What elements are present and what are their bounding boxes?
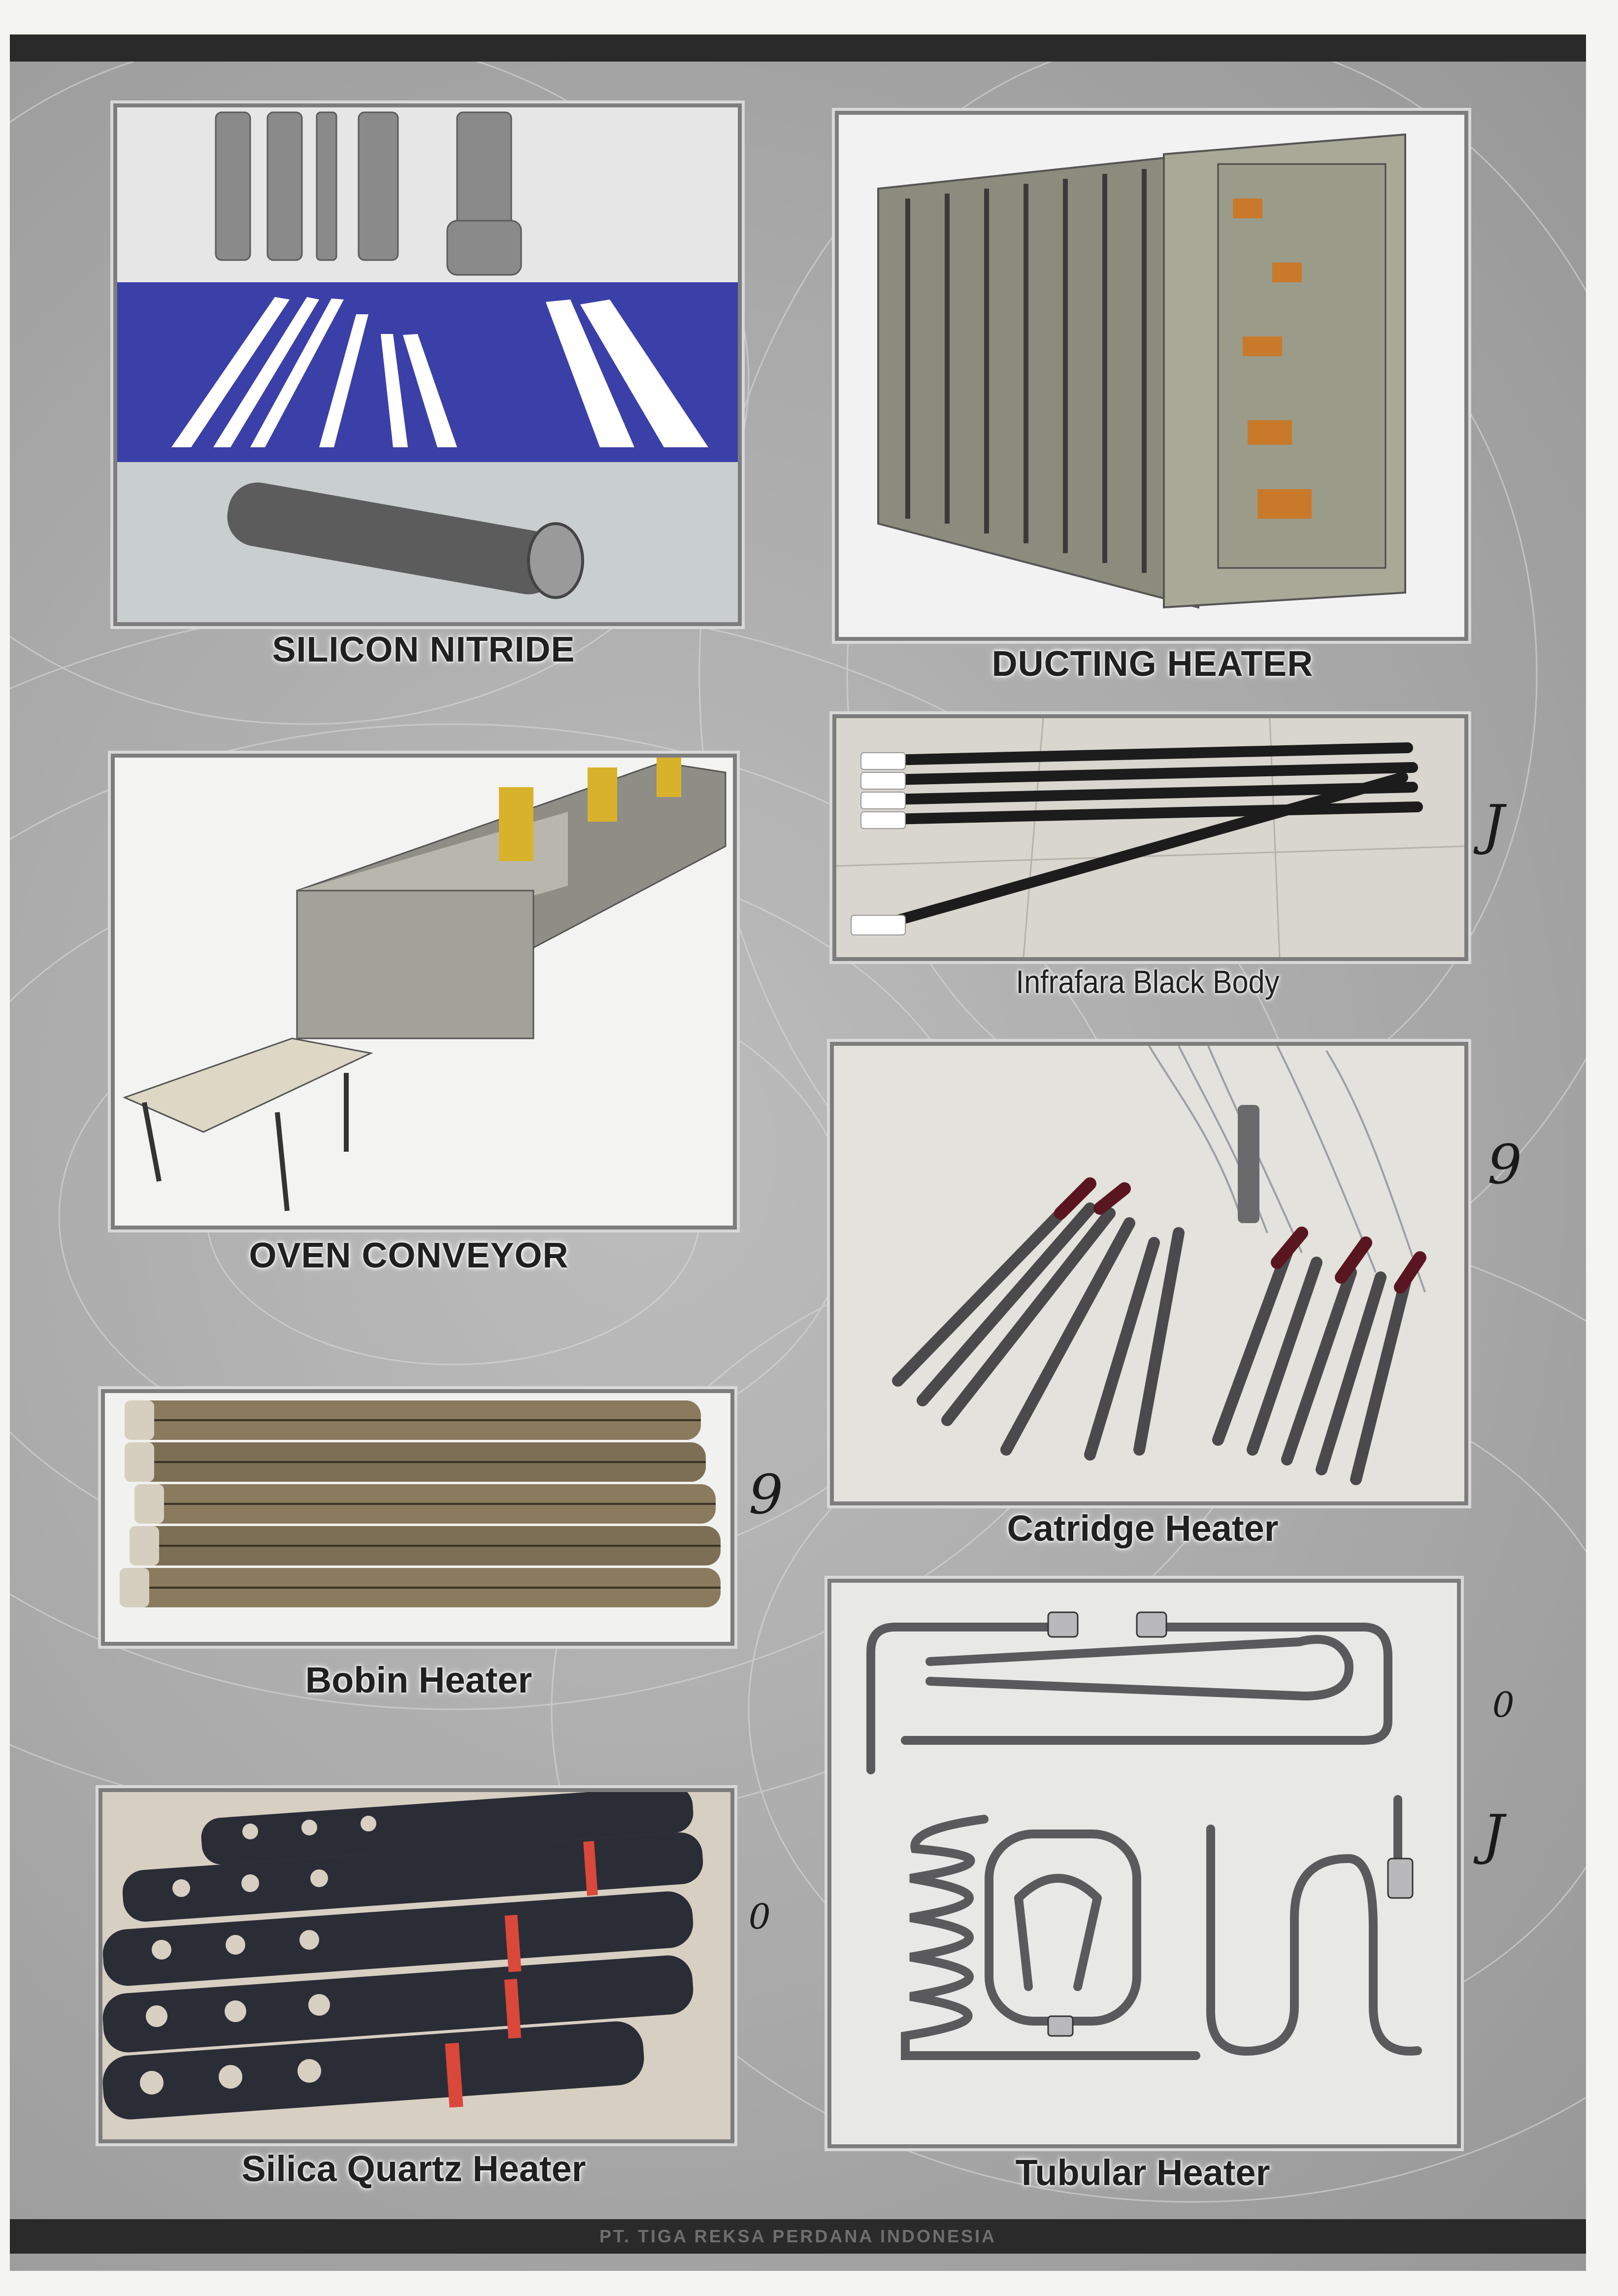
caption-oven-conveyor: OVEN CONVEYOR [249,1236,569,1275]
caption-silica-quartz-heater: Silica Quartz Heater [241,2148,586,2189]
catridge-heater-photo [830,1042,1468,1505]
oven-conveyor-photo [111,754,737,1230]
caption-tubular-heater: Tubular Heater [1015,2152,1270,2193]
caption-silicon-nitride: SILICON NITRIDE [272,630,575,669]
tubular-heater-photo [827,1579,1461,2148]
handwritten-mark: J [1483,1803,1505,1866]
handwritten-mark: 0 [1492,1685,1515,1725]
caption-infrafara-black-body: Infrafara Black Body [1016,964,1280,1000]
caption-bobin-heater: Bobin Heater [305,1660,532,1700]
silica-quartz-heater-photo [99,1788,734,2143]
caption-ducting-heater: DUCTING HEATER [991,644,1314,684]
caption-catridge-heater: Catridge Heater [1007,1508,1279,1549]
silicon-nitride-photo [113,103,742,626]
handwritten-mark: 9 [749,1463,783,1526]
handwritten-mark: 9 [1487,1133,1522,1196]
company-footer: PT. TIGA REKSA PERDANA INDONESIA [599,2226,997,2246]
ducting-heater-photo [835,111,1468,641]
infrafara-black-body-photo [832,714,1468,961]
handwritten-mark: 0 [749,1897,771,1937]
handwritten-mark: J [1483,793,1505,856]
bobin-heater-photo [101,1389,734,1646]
top-bar [10,34,1586,62]
